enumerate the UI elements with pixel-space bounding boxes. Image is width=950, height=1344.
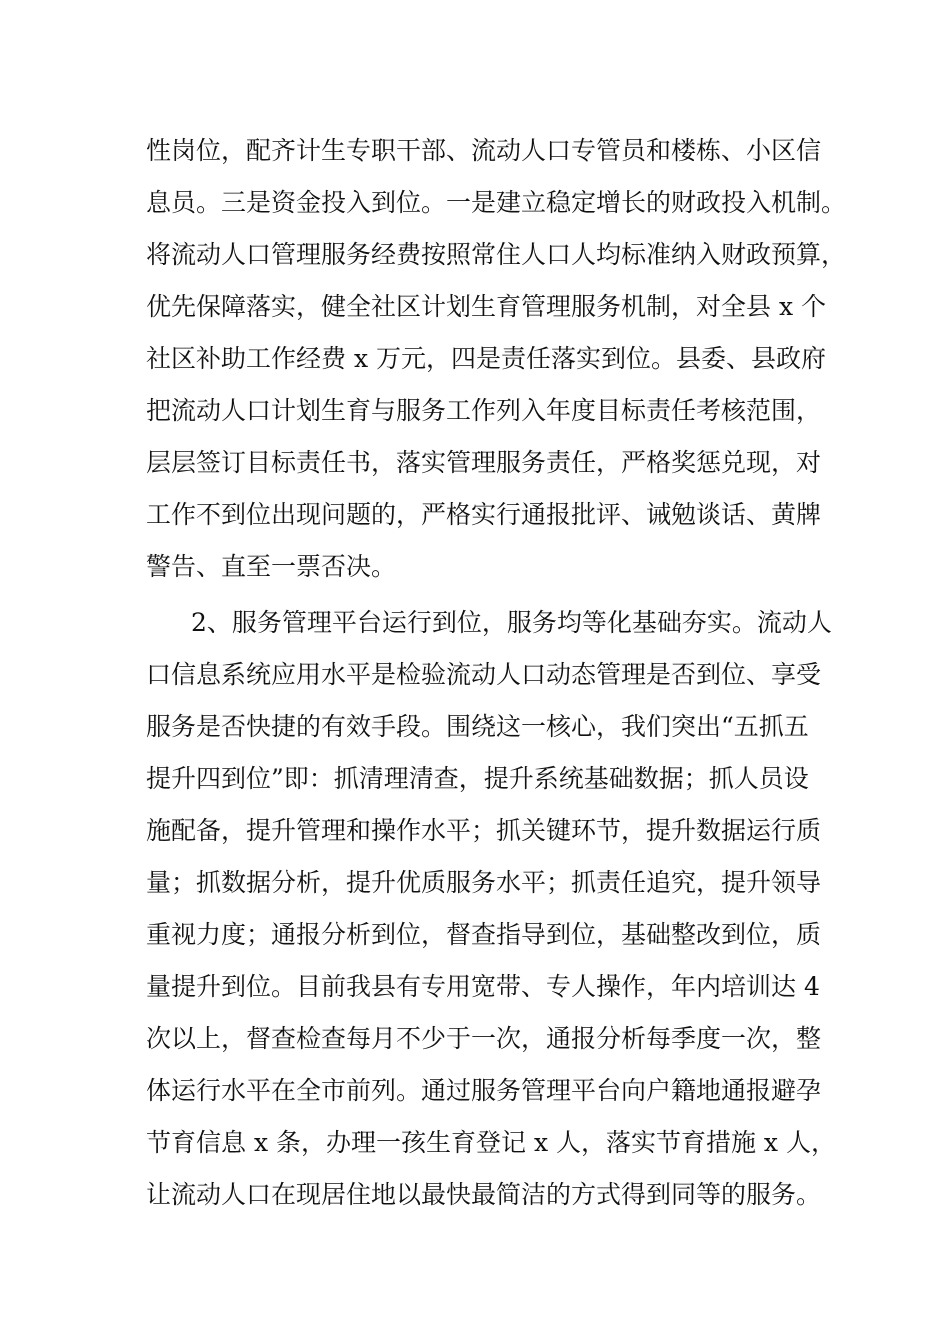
text-line: 量；抓数据分析，提升优质服务水平；抓责任追究，提升领导 bbox=[146, 868, 822, 897]
text-line: 性岗位，配齐计生专职干部、流动人口专管员和楼栋、小区信 bbox=[146, 136, 822, 165]
text-line: 工作不到位出现问题的，严格实行通报批评、诫勉谈话、黄牌 bbox=[146, 500, 822, 529]
text-line: 2、服务管理平台运行到位，服务均等化基础夯实。流动人 bbox=[191, 608, 832, 637]
text-line: 把流动人口计划生育与服务工作列入年度目标责任考核范围， bbox=[146, 396, 822, 425]
text-line: 警告、直至一票否决。 bbox=[146, 552, 397, 581]
text-line: 施配备，提升管理和操作水平；抓关键环节，提升数据运行质 bbox=[146, 816, 822, 845]
text-line: 服务是否快捷的有效手段。围绕这一核心，我们突出“五抓五 bbox=[146, 712, 809, 741]
text-line: 优先保障落实，健全社区计划生育管理服务机制，对全县 x 个 bbox=[146, 292, 826, 321]
text-line: 体运行水平在全市前列。通过服务管理平台向户籍地通报避孕 bbox=[146, 1076, 822, 1105]
text-line: 息员。三是资金投入到位。一是建立稳定增长的财政投入机制。 bbox=[146, 188, 847, 217]
text-line: 社区补助工作经费 x 万元，四是责任落实到位。县委、县政府 bbox=[146, 344, 826, 373]
text-line: 提升四到位”即：抓清理清查，提升系统基础数据；抓人员设 bbox=[146, 764, 809, 793]
text-line: 次以上，督查检查每月不少于一次，通报分析每季度一次，整 bbox=[146, 1024, 822, 1053]
text-line: 节育信息 x 条，办理一孩生育登记 x 人，落实节育措施 x 人， bbox=[146, 1128, 836, 1157]
text-line: 将流动人口管理服务经费按照常住人口人均标准纳入财政预算， bbox=[146, 240, 847, 269]
text-line: 口信息系统应用水平是检验流动人口动态管理是否到位、享受 bbox=[146, 660, 822, 689]
text-line: 量提升到位。目前我县有专用宽带、专人操作，年内培训达 4 bbox=[146, 972, 820, 1001]
text-line: 让流动人口在现居住地以最快最简洁的方式得到同等的服务。 bbox=[146, 1180, 822, 1209]
text-line: 层层签订目标责任书，落实管理服务责任，严格奖惩兑现，对 bbox=[146, 448, 822, 477]
text-line: 重视力度；通报分析到位，督查指导到位，基础整改到位，质 bbox=[146, 920, 822, 949]
